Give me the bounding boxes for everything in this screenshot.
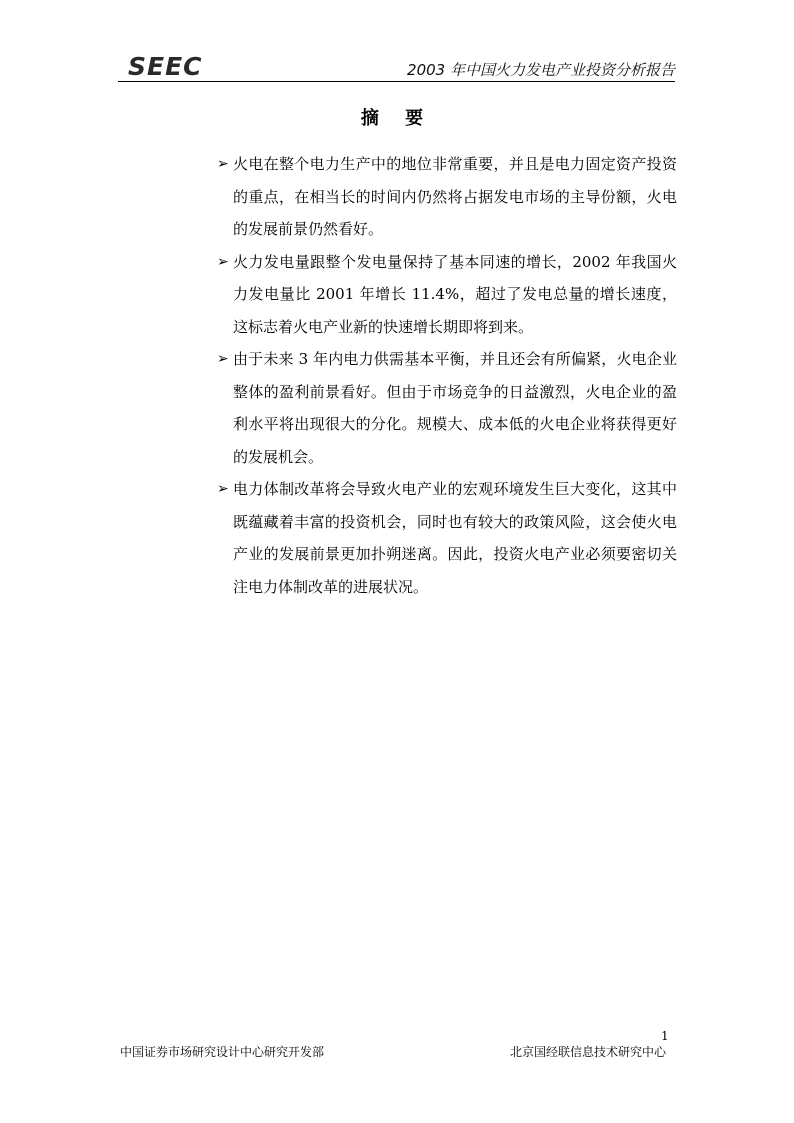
abstract-item-text: 火电在整个电力生产中的地位非常重要，并且是电力固定资产投资的重点，在相当长的时间内仍然将占据发电市场的主导份额，火电的发展前景仍然看好。 (233, 155, 677, 238)
arrow-bullet-icon: ➢ (217, 156, 229, 172)
abstract-item-2 (217, 246, 677, 344)
abstract-heading: 摘 要 (360, 108, 434, 129)
page-header (118, 50, 675, 82)
seec-logo: SEEC (128, 52, 203, 81)
abstract-item-text: 由于未来 3 年内电力供需基本平衡，并且还会有所偏紧，火电企业整体的盈利前景看好。但由于市场竞争的日益激烈，火电企业的盈利水平将出现很大的分化。规模大、成本低的火电企业将获得更好的发展机会。 (233, 350, 677, 466)
page-number: 1 (661, 1029, 669, 1043)
abstract-item-1 (217, 148, 677, 246)
abstract-item-text: 电力体制改革将会导致火电产业的宏观环境发生巨大变化，这其中既蕴藏着丰富的投资机会，同时也有较大的政策风险，这会使火电产业的发展前景更加扑朔迷离。因此，投资火电产业必须要密切关注电力体制改革的进展状况。 (233, 480, 677, 596)
header-rule (118, 81, 675, 82)
report-title: 2003 年中国火力发电产业投资分析报告 (407, 61, 675, 79)
arrow-bullet-icon: ➢ (217, 351, 229, 367)
footer-right-org: 北京国经联信息技术研究中心 (509, 1045, 666, 1059)
abstract-item-3 (217, 343, 677, 473)
abstract-item-text: 火力发电量跟整个发电量保持了基本同速的增长，2002 年我国火力发电量比 2001 年增长 11.4%，超过了发电总量的增长速度，这标志着火电产业新的快速增长期即将到来。 (233, 252, 677, 336)
footer-left-org: 中国证券市场研究设计中心研究开发部 (120, 1045, 325, 1059)
arrow-bullet-icon: ➢ (217, 481, 229, 497)
abstract-body (217, 148, 677, 603)
abstract-item-4 (217, 473, 677, 603)
arrow-bullet-icon: ➢ (217, 253, 229, 270)
